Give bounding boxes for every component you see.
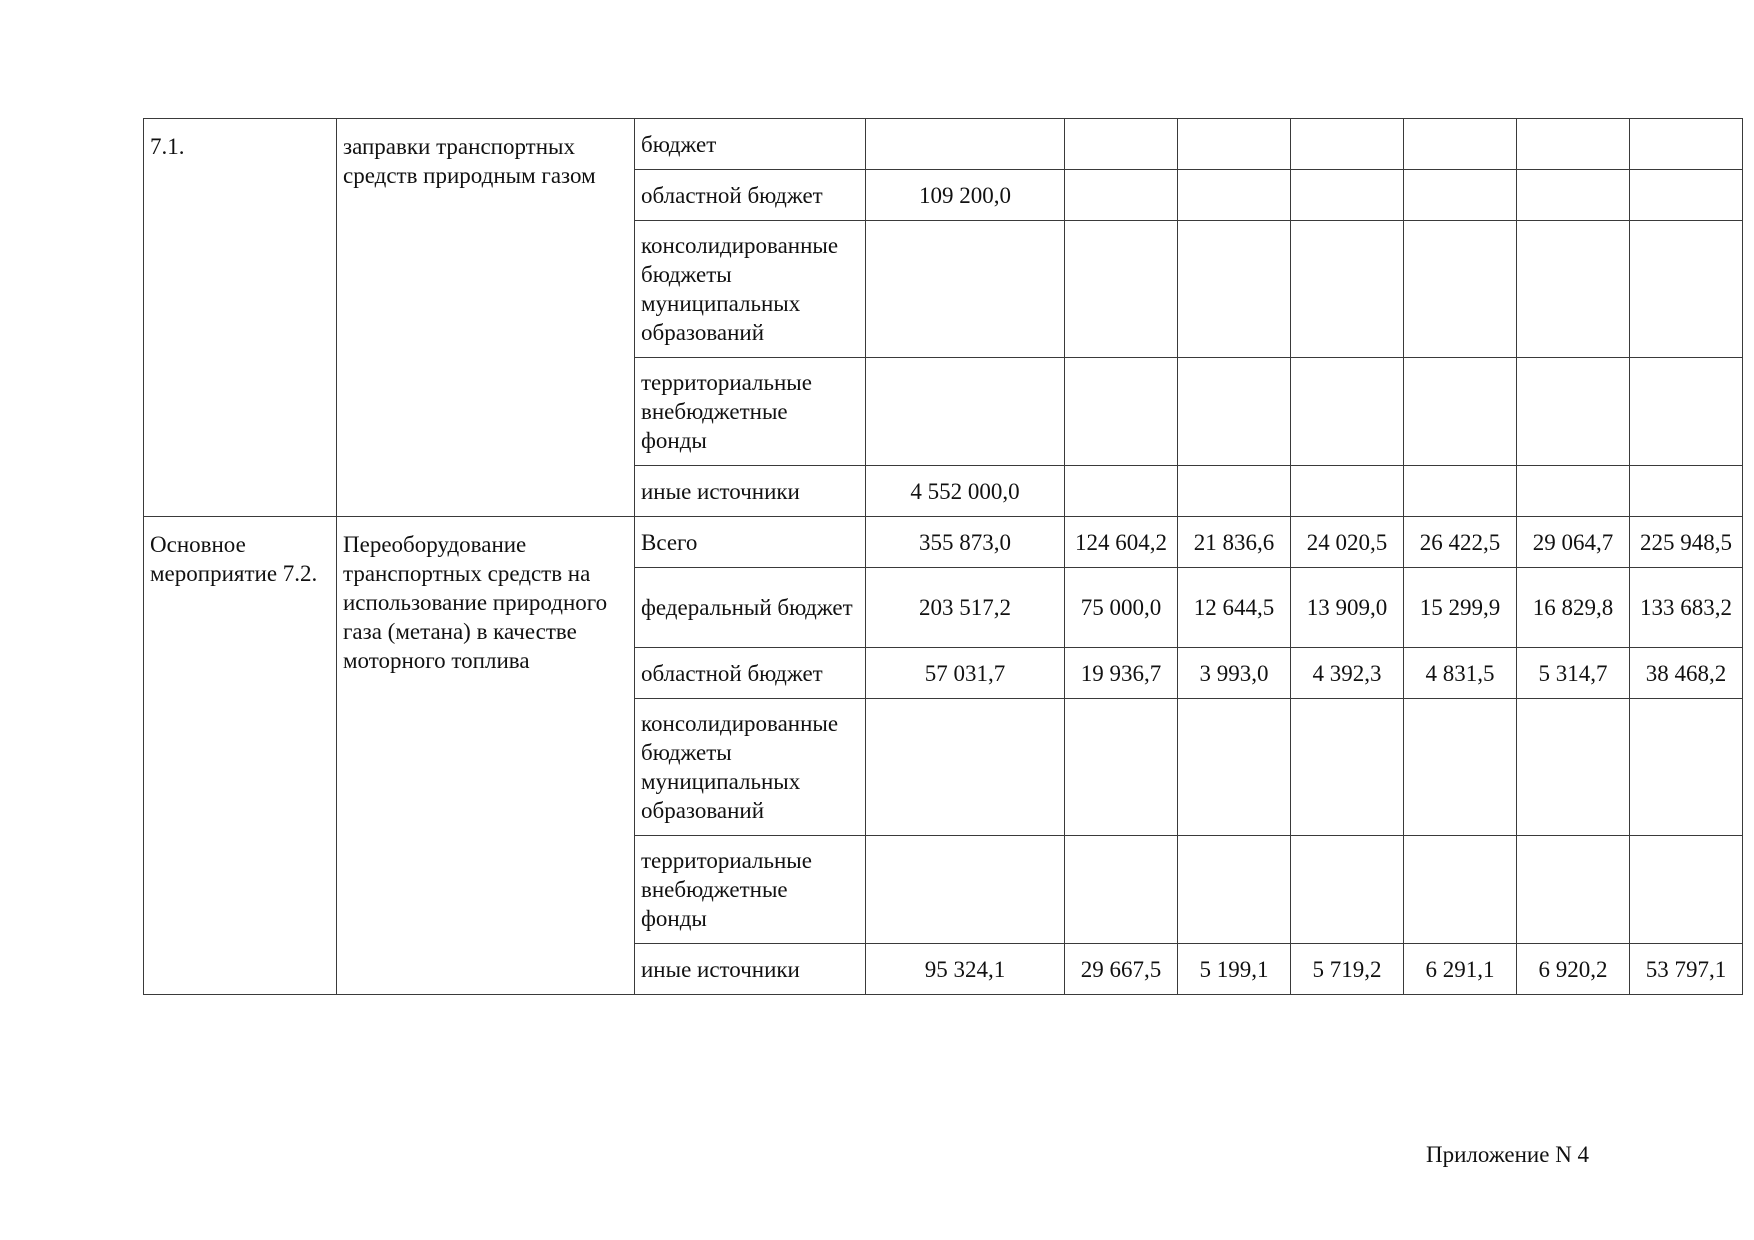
value-cell (1630, 466, 1743, 517)
value-cell (866, 358, 1065, 466)
source-cell: консолидированные бюджеты муниципальных образований (635, 221, 866, 358)
value-cell: 29 667,5 (1065, 944, 1178, 995)
value-cell (1065, 221, 1178, 358)
value-cell (1517, 699, 1630, 836)
source-cell: федеральный бюджет (635, 568, 866, 648)
value-cell: 21 836,6 (1178, 517, 1291, 568)
value-cell: 24 020,5 (1291, 517, 1404, 568)
value-cell: 4 392,3 (1291, 648, 1404, 699)
value-cell (1404, 836, 1517, 944)
activity-name-cell: заправки транспортных средств природным газом (337, 119, 635, 517)
value-cell (1630, 221, 1743, 358)
value-cell (1178, 836, 1291, 944)
value-cell (1178, 119, 1291, 170)
value-cell (1404, 221, 1517, 358)
appendix-label: Приложение N 4 (1426, 1142, 1590, 1167)
value-cell (1630, 699, 1743, 836)
table-row (144, 517, 1743, 568)
value-cell: 203 517,2 (866, 568, 1065, 648)
value-cell (1178, 699, 1291, 836)
value-cell: 6 291,1 (1404, 944, 1517, 995)
value-cell (866, 836, 1065, 944)
value-cell: 95 324,1 (866, 944, 1065, 995)
source-cell: консолидированные бюджеты муниципальных образований (635, 699, 866, 836)
value-cell (866, 699, 1065, 836)
source-cell: областной бюджет (635, 648, 866, 699)
value-cell: 6 920,2 (1517, 944, 1630, 995)
activity-number-cell: Основное мероприятие 7.2. (144, 517, 337, 995)
source-cell: бюджет (635, 119, 866, 170)
source-cell: территориальные внебюджетные фонды (635, 358, 866, 466)
value-cell: 13 909,0 (1291, 568, 1404, 648)
source-cell: областной бюджет (635, 170, 866, 221)
value-cell (1404, 358, 1517, 466)
value-cell (1517, 170, 1630, 221)
value-cell (1291, 358, 1404, 466)
value-cell (1178, 358, 1291, 466)
financing-table (143, 118, 1743, 995)
value-cell: 19 936,7 (1065, 648, 1178, 699)
value-cell (866, 119, 1065, 170)
value-cell (1065, 699, 1178, 836)
value-cell: 5 199,1 (1178, 944, 1291, 995)
value-cell (1404, 119, 1517, 170)
value-cell (1291, 466, 1404, 517)
value-cell: 57 031,7 (866, 648, 1065, 699)
source-cell: иные источники (635, 944, 866, 995)
value-cell: 109 200,0 (866, 170, 1065, 221)
value-cell (1404, 170, 1517, 221)
value-cell: 29 064,7 (1517, 517, 1630, 568)
value-cell: 225 948,5 (1630, 517, 1743, 568)
value-cell (1404, 466, 1517, 517)
value-cell: 355 873,0 (866, 517, 1065, 568)
value-cell (1517, 836, 1630, 944)
value-cell (1517, 358, 1630, 466)
value-cell (1517, 119, 1630, 170)
value-cell (1630, 836, 1743, 944)
value-cell: 38 468,2 (1630, 648, 1743, 699)
value-cell (1630, 358, 1743, 466)
source-cell: иные источники (635, 466, 866, 517)
value-cell: 4 831,5 (1404, 648, 1517, 699)
value-cell (1065, 836, 1178, 944)
value-cell (866, 221, 1065, 358)
value-cell: 12 644,5 (1178, 568, 1291, 648)
source-cell: Всего (635, 517, 866, 568)
activity-number-cell: 7.1. (144, 119, 337, 517)
value-cell (1178, 221, 1291, 358)
value-cell: 4 552 000,0 (866, 466, 1065, 517)
value-cell (1517, 221, 1630, 358)
value-cell (1291, 221, 1404, 358)
value-cell: 15 299,9 (1404, 568, 1517, 648)
value-cell (1178, 170, 1291, 221)
value-cell (1065, 466, 1178, 517)
value-cell (1178, 466, 1291, 517)
value-cell (1630, 119, 1743, 170)
value-cell (1065, 170, 1178, 221)
value-cell (1404, 699, 1517, 836)
value-cell (1065, 358, 1178, 466)
value-cell (1291, 836, 1404, 944)
value-cell (1630, 170, 1743, 221)
source-cell: территориальные внебюджетные фонды (635, 836, 866, 944)
value-cell (1291, 699, 1404, 836)
value-cell (1291, 119, 1404, 170)
value-cell: 26 422,5 (1404, 517, 1517, 568)
activity-name-cell: Переоборудование транспортных средств на использование природного газа (метана) в качестве моторного топлива (337, 517, 635, 995)
value-cell: 16 829,8 (1517, 568, 1630, 648)
value-cell (1065, 119, 1178, 170)
value-cell: 53 797,1 (1630, 944, 1743, 995)
value-cell (1517, 466, 1630, 517)
value-cell: 5 719,2 (1291, 944, 1404, 995)
value-cell: 75 000,0 (1065, 568, 1178, 648)
value-cell: 3 993,0 (1178, 648, 1291, 699)
value-cell: 133 683,2 (1630, 568, 1743, 648)
table-row (144, 119, 1743, 170)
value-cell (1291, 170, 1404, 221)
value-cell: 124 604,2 (1065, 517, 1178, 568)
value-cell: 5 314,7 (1517, 648, 1630, 699)
